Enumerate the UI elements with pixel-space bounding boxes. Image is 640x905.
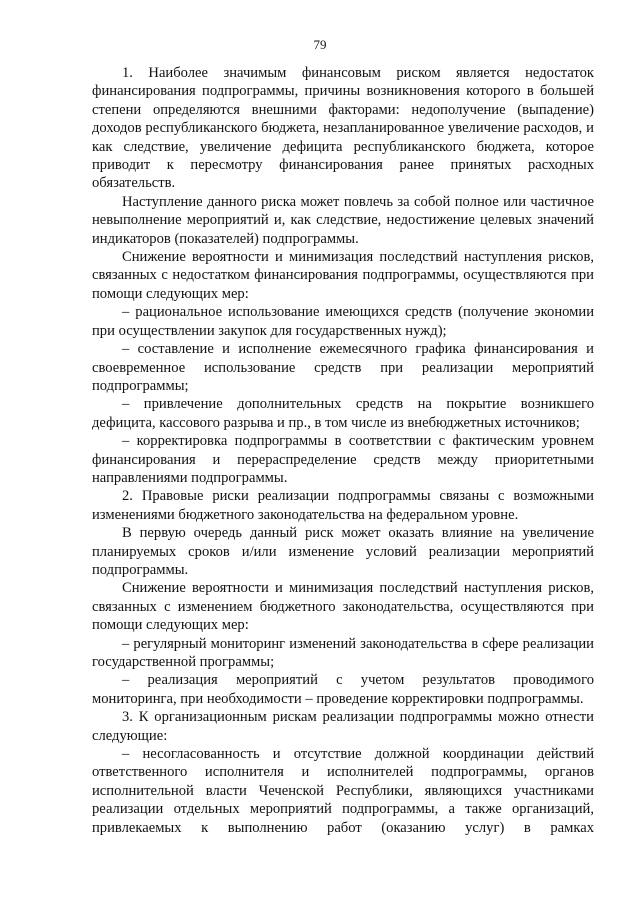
paragraph-legal-risk: 2. Правовые риски реализации подпрограммы связаны с возможными изменениями бюджетного законодательства на федеральном уровне. [92,488,594,523]
list-item-regular-monitoring: – регулярный мониторинг изменений законодательства в сфере реализации государственной программы; [92,635,594,670]
list-item-monthly-schedule: – составление и исполнение ежемесячного графика финансирования и своевременное использование средств при реализации мероприятий подпрограммы; [92,341,594,394]
paragraph-legal-mitigation-intro: Снижение вероятности и минимизация последствий наступления рисков, связанных с изменением бюджетного законодательства, осуществляются при помощи следующих мер: [92,580,594,634]
page-number: 79 [313,37,327,52]
list-item-monitoring-results: – реализация мероприятий с учетом результатов проводимого мониторинга, при необходимости – проведение корректировки подпрограммы. [92,672,594,707]
list-item-coordination: – несогласованность и отсутствие должной координации действий ответственного исполнителя и исполнителей подпрограммы, органов исполнительной власти Чеченской Республики, являющихся участниками реализации отдельных мероприятий подпрограммы, а также организаций, привлекаемых к выполнению работ (оказанию услуг) в рамках [92,746,594,836]
paragraph-financial-risk: 1. Наиболее значимым финансовым риском является недостаток финансирования подпрограммы, причины возникновения которого в большей степени определяются внешними факторами: недополучение (выпадение) доходов республиканского бюджета, незапланированное увеличение расходов, и как следствие, увеличение дефицита республиканского бюджета, которое приводит к пересмотру финансирования ранее принятых расходных обязательств. [92,65,594,192]
list-item-rational-use: – рациональное использование имеющихся средств (получение экономии при осуществлении закупок для государственных нужд); [92,304,594,339]
list-item-subprogram-adjustment: – корректировка подпрограммы в соответствии с фактическим уровнем финансирования и перераспределение средств между приоритетными направлениями подпрограммы. [92,433,594,486]
document-body [92,64,594,837]
paragraph-legal-risk-impact: В первую очередь данный риск может оказать влияние на увеличение планируемых сроков и/или изменение условий реализации мероприятий подпрограммы. [92,525,594,578]
paragraph-risk-consequence: Наступление данного риска может повлечь за собой полное или частичное невыполнение мероприятий и, как следствие, недостижение целевых значений индикаторов (показателей) подпрограммы. [92,193,594,247]
paragraph-organizational-risk: 3. К организационным рискам реализации подпрограммы можно отнести следующие: [92,709,594,744]
paragraph-financial-mitigation-intro: Снижение вероятности и минимизация последствий наступления рисков, связанных с недостатком финансирования подпрограммы, осуществляются при помощи следующих мер: [92,249,594,302]
list-item-additional-funds: – привлечение дополнительных средств на покрытие возникшего дефицита, кассового разрыва и пр., в том числе из внебюджетных источников; [92,396,594,431]
